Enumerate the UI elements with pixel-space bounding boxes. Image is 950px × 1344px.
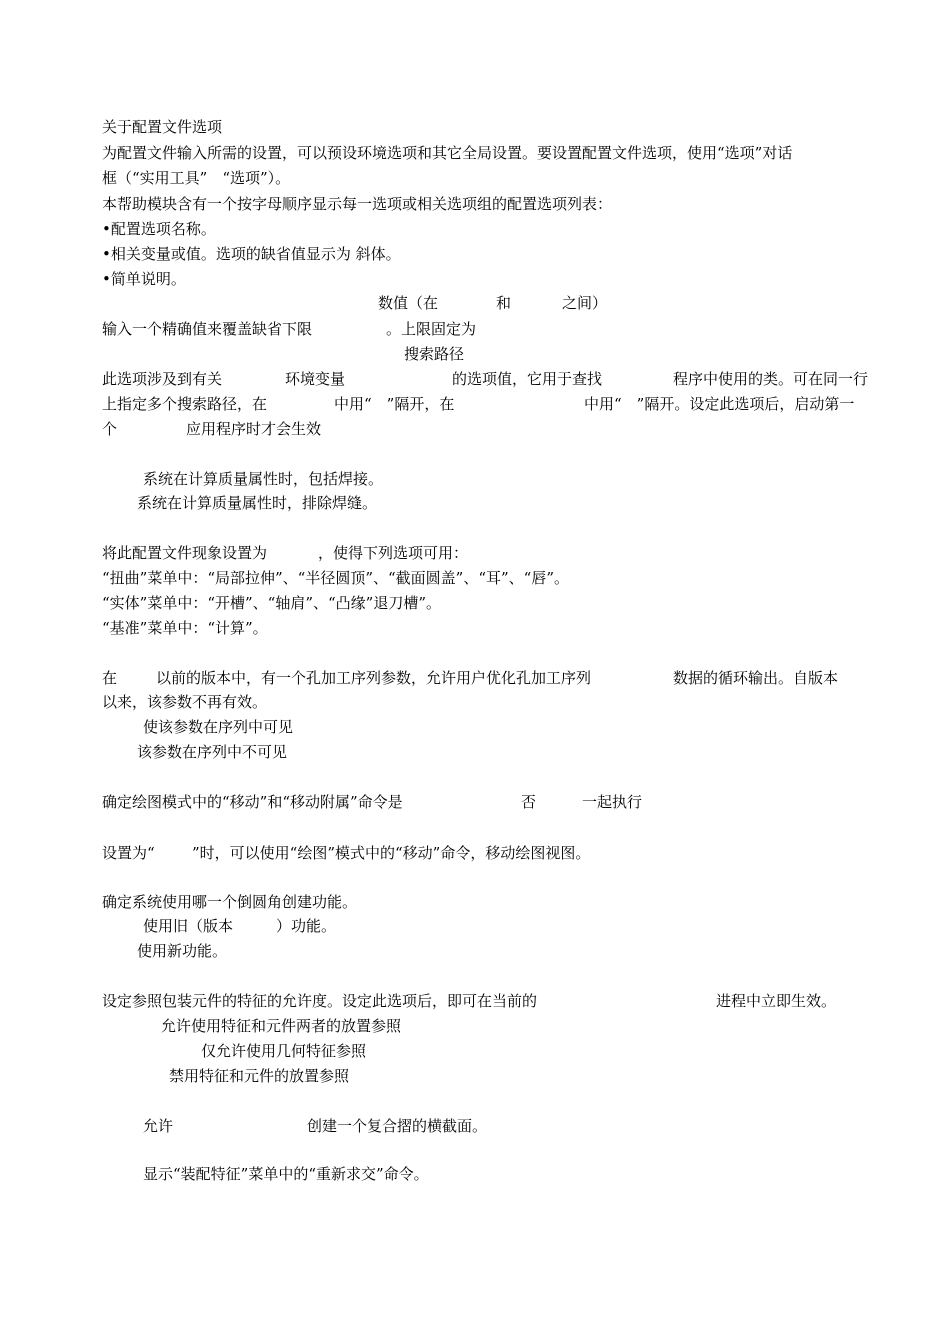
paragraph-text: 中用“ ”隔开。设定此选项后，启动第一 bbox=[584, 395, 855, 413]
paragraph-text: 显示“装配特征”菜单中的“重新求交”命令。 bbox=[143, 1165, 429, 1183]
paragraph-text: 程序中使用的类。可在同一行 bbox=[673, 370, 869, 388]
range-text: 之间） bbox=[562, 294, 608, 312]
paragraph-text: 设置为“ bbox=[102, 844, 155, 862]
paragraph-text: 环境变量 bbox=[285, 370, 346, 388]
paragraph-text: ，使得下列选项可用： bbox=[318, 544, 469, 562]
option-text: 使用新功能。 bbox=[137, 942, 228, 960]
lower-limit-text: 。上限固定为 bbox=[386, 320, 477, 338]
paragraph-text: 在 bbox=[102, 669, 118, 687]
paragraph-text: 以来，该参数不再有效。 bbox=[102, 693, 268, 711]
section-heading: 搜索路径 bbox=[404, 345, 465, 363]
paragraph-text: 的选项值，它用于查找 bbox=[452, 370, 603, 388]
paragraph-text: 确定系统使用哪一个倒圆角创建功能。 bbox=[102, 893, 358, 911]
range-text: 数值（在 bbox=[378, 294, 439, 312]
option-text: 使用旧（版本 bbox=[143, 917, 234, 935]
option-text: 该参数在序列中不可见 bbox=[137, 743, 288, 761]
paragraph-text: 确定绘图模式中的“移动”和“移动附属”命令是 bbox=[102, 793, 403, 811]
paragraph-text: 数据的循环输出。自版本 bbox=[673, 669, 839, 687]
option-text: 允许使用特征和元件两者的放置参照 bbox=[161, 1017, 402, 1035]
paragraph-text: 设定参照包装元件的特征的允许度。设定此选项后，即可在当前的 bbox=[102, 992, 538, 1010]
lower-limit-text: 输入一个精确值来覆盖缺省下限 bbox=[102, 320, 313, 338]
paragraph-text: 一起执行 bbox=[582, 793, 643, 811]
range-text: 和 bbox=[496, 294, 512, 312]
paragraph-text: “扭曲”菜单中：“局部拉伸”、“半径圆顶”、“截面圆盖”、“耳”、“唇”。 bbox=[102, 569, 570, 587]
paragraph-text: 应用程序时才会生效 bbox=[186, 420, 322, 438]
intro-line-1: 为配置文件输入所需的设置，可以预设环境选项和其它全局设置。要设置配置文件选项，使用“选项”对话 bbox=[102, 144, 793, 162]
paragraph-text: “实体”菜单中：“开槽”、“轴肩”、“凸缘”退刀槽”。 bbox=[102, 594, 442, 612]
bullet-item: •相关变量或值。选项的缺省值显示为 斜体。 bbox=[102, 245, 401, 263]
paragraph-text: 个 bbox=[102, 420, 118, 438]
paragraph-text: 中用“ ”隔开，在 bbox=[334, 395, 455, 413]
paragraph-text: 将此配置文件现象设置为 bbox=[102, 544, 268, 562]
intro-line-3: 本帮助模块含有一个按字母顺序显示每一选项或相关选项组的配置选项列表： bbox=[102, 195, 613, 213]
paragraph-text: 创建一个复合摺的横截面。 bbox=[307, 1117, 488, 1135]
option-text: 仅允许使用几何特征参照 bbox=[201, 1042, 367, 1060]
paragraph-text: ”时，可以使用“绘图”模式中的“移动”命令，移动绘图视图。 bbox=[192, 844, 591, 862]
option-text: 禁用特征和元件的放置参照 bbox=[169, 1067, 350, 1085]
page-title: 关于配置文件选项 bbox=[102, 118, 223, 136]
option-text: 使该参数在序列中可见 bbox=[143, 718, 294, 736]
paragraph-text: 上指定多个搜索路径，在 bbox=[102, 395, 268, 413]
intro-line-2: 框（“实用工具” “选项”）。 bbox=[102, 169, 291, 187]
paragraph-text: 此选项涉及到有关 bbox=[102, 370, 223, 388]
paragraph-text: 进程中立即生效。 bbox=[716, 992, 837, 1010]
paragraph-text: “基准”菜单中：“计算”。 bbox=[102, 619, 268, 637]
paragraph-text: 允许 bbox=[143, 1117, 174, 1135]
paragraph-text: 否 bbox=[521, 793, 537, 811]
option-text: 系统在计算质量属性时，包括焊接。 bbox=[143, 470, 384, 488]
paragraph-text: 以前的版本中，有一个孔加工序列参数，允许用户优化孔加工序列 bbox=[156, 669, 592, 687]
bullet-item: •简单说明。 bbox=[102, 270, 186, 288]
option-text: 系统在计算质量属性时，排除焊缝。 bbox=[137, 494, 378, 512]
bullet-item: •配置选项名称。 bbox=[102, 220, 216, 238]
option-text: ）功能。 bbox=[276, 917, 337, 935]
